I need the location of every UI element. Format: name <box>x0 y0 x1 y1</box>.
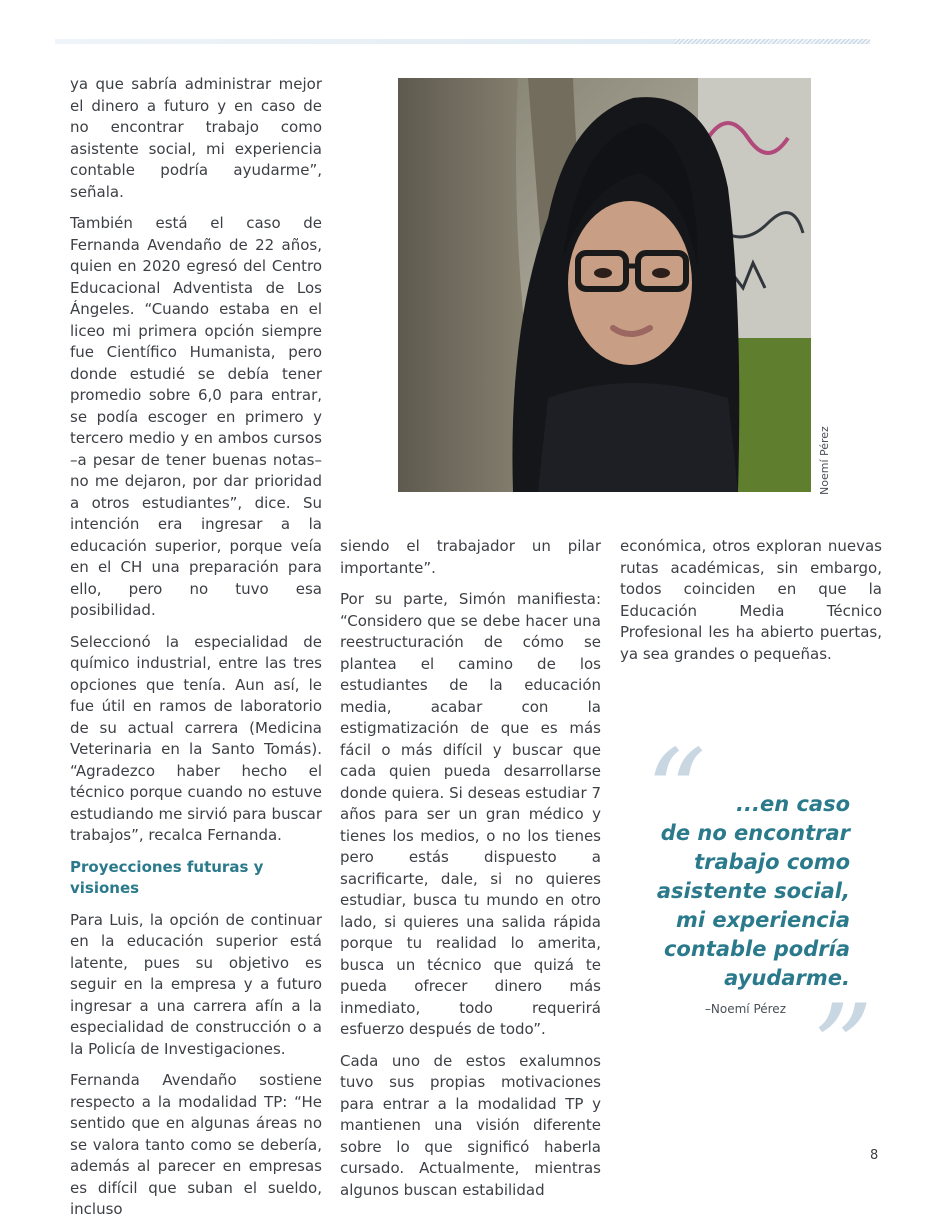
text-column-3 <box>620 536 882 675</box>
paragraph: Para Luis, la opción de continuar en la educación superior está latente, pues su objetivo es seguir en la empresa y a futuro ingresar a una carrera afín a la especialidad de construcción o a la Policía de Investigaciones. <box>70 910 322 1058</box>
paragraph: Fernanda Avendaño sostiene respecto a la modalidad TP: “He sentido que en algunas áreas no se valora tanto como se debería, además al parecer en empresas es difícil que suban el sueldo, incluso <box>70 1071 322 1218</box>
section-subheading: Proyecciones futuras y visiones <box>70 857 264 897</box>
quote-open-mark: “ <box>645 725 707 864</box>
pull-quote-line: ayudarme. <box>724 966 850 990</box>
paragraph: ya que sabría administrar mejor el dinero a futuro y en caso de no encontrar trabajo como asistente social, mi experiencia contable podría ayudarme”, señala. <box>70 75 322 201</box>
portrait-photo <box>398 78 811 492</box>
pull-quote <box>650 790 850 993</box>
pull-quote-line: mi experiencia <box>675 908 850 932</box>
quote-close-mark: ” <box>812 980 874 1119</box>
paragraph: Seleccionó la especialidad de químico industrial, entre las tres opciones que tenía. Aun así, le fue útil en ramos de laboratorio de su actual carrera (Medicina Veterinaria en la Santo Tomás). “Agradezco haber hecho el técnico porque cuando no estuve estudiando me sirvió para buscar trabajos”, recalca Fernanda. <box>70 632 322 844</box>
page-number: 8 <box>870 1148 879 1163</box>
paragraph: Cada uno de estos exalumnos tuvo sus propias motivaciones para entrar a la modalidad TP y mantienen una visión diferente sobre lo que significó haberla cursado. Actualmente, mientras algunos buscan estabilidad <box>340 1051 601 1199</box>
quote-attribution: –Noemí Pérez <box>704 1002 786 1016</box>
pull-quote-line: contable podría <box>663 937 850 961</box>
pull-quote-line: ...en caso <box>736 792 850 816</box>
text-column-2 <box>340 536 601 1211</box>
pull-quote-line: trabajo como <box>694 850 850 874</box>
paragraph: siendo el trabajador un pilar importante”. <box>340 537 601 577</box>
pull-quote-line: asistente social, <box>656 879 850 903</box>
paragraph: También está el caso de Fernanda Avendaño de 22 años, quien en 2020 egresó del Centro Educacional Adventista de Los Ángeles. “Cuando estaba en el liceo mi primera opción siempre fue Científico Humanista, pero donde estudié se debía tener promedio sobre 6,0 para entrar, se podía escoger en primero y tercero medio y en ambos cursos –a pesar de tener buenas notas– no me dejaron, por dar prioridad a otros estudiantes”, dice. Su intención era ingresar a la educación superior, porque veía en el CH una preparación para ello, pero no tuvo esa posibilidad. <box>70 214 322 619</box>
text-column-1 <box>70 74 322 1231</box>
photo-credit: Noemí Pérez <box>818 426 831 495</box>
pull-quote-line: de no encontrar <box>660 821 850 845</box>
paragraph: Por su parte, Simón manifiesta: “Considero que se debe hacer una reestructuración de cómo se plantea el camino de los estudiantes de la educación media, acabar con la estigmatización de que es más fácil o más difícil y buscar que cada quien pueda desarrollarse donde quiera. Si deseas estudiar 7 años para ser un gran médico y tienes los medios, o no los tienes pero estás dispuesto a sacrificarte, dale, si no quieres estudiar, busca tu mundo en otro lado, si quieres una salida rápida porque tu realidad lo amerita, busca un técnico que quizá te pueda ofrecer dinero más inmediato, todo requerirá esfuerzo después de todo”. <box>340 590 601 1038</box>
header-rule <box>55 39 870 44</box>
paragraph: económica, otros exploran nuevas rutas académicas, sin embargo, todos coinciden en que la Educación Media Técnico Profesional les ha abierto puertas, ya sea grandes o pequeñas. <box>620 537 882 663</box>
